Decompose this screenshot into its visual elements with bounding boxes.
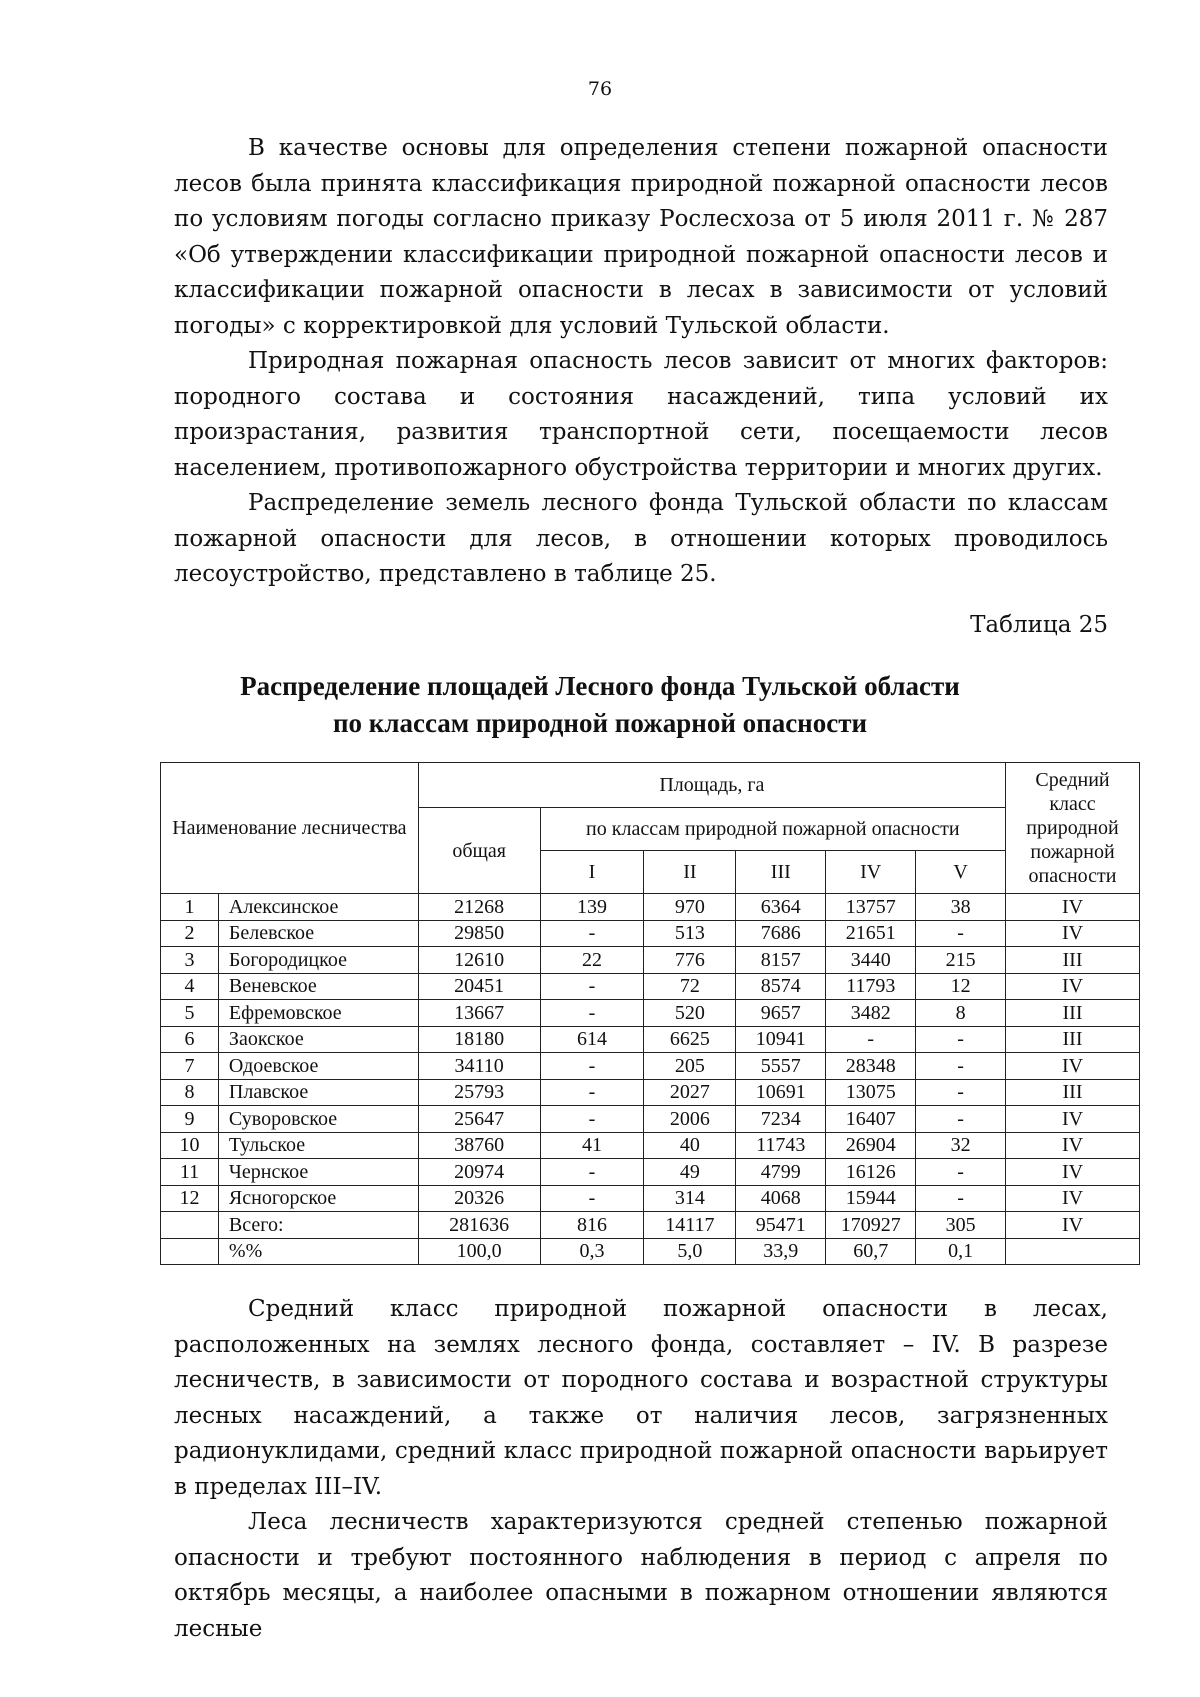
table-cell-c4: 15944 xyxy=(826,1185,916,1212)
table-cell-c5: - xyxy=(916,920,1006,947)
table-cell-c1: - xyxy=(540,973,644,1000)
page-number: 76 xyxy=(587,78,613,100)
table-cell-avg: IV xyxy=(1006,1159,1140,1186)
table-cell-c2: 6625 xyxy=(644,1026,736,1053)
table-label: Таблица 25 xyxy=(970,612,1108,638)
table-cell-n: 6 xyxy=(161,1026,219,1053)
header-class-ii: II xyxy=(644,851,736,894)
table-cell-total: 12610 xyxy=(418,947,540,974)
table-cell-total: 25647 xyxy=(418,1106,540,1133)
table-row xyxy=(161,1159,1140,1186)
table-cell-total: 20326 xyxy=(418,1185,540,1212)
table-cell-n: 11 xyxy=(161,1159,219,1186)
table-cell-c2: 520 xyxy=(644,1000,736,1027)
table-cell-n: 10 xyxy=(161,1132,219,1159)
table-row xyxy=(161,1079,1140,1106)
table-cell-c1: - xyxy=(540,1159,644,1186)
table-cell-name: Алексинское xyxy=(218,894,418,921)
table-cell-total: 20451 xyxy=(418,973,540,1000)
table-cell-c5: 8 xyxy=(916,1000,1006,1027)
table-cell-c5: 305 xyxy=(916,1212,1006,1239)
table-cell-total: 13667 xyxy=(418,1000,540,1027)
table-cell-c1: - xyxy=(540,1000,644,1027)
paragraph: Леса лесничеств характеризуются средней степенью пожарной опасности и требуют постоянного наблюдения в период с апреля по октябрь месяцы, а наиболее опасными в пожарном отношении являются лесные xyxy=(174,1509,1108,1642)
table-cell-c4: 16126 xyxy=(826,1159,916,1186)
conclusion-text xyxy=(174,1292,1108,1647)
table-row xyxy=(161,1000,1140,1027)
table-row xyxy=(161,947,1140,974)
table-cell-total: 281636 xyxy=(418,1212,540,1239)
table-cell-c1: - xyxy=(540,1106,644,1133)
table-row xyxy=(161,973,1140,1000)
table-cell-n: 9 xyxy=(161,1106,219,1133)
header-class-v: V xyxy=(916,851,1006,894)
table-cell-c3: 33,9 xyxy=(736,1238,826,1265)
table-cell-c5: 0,1 xyxy=(916,1238,1006,1265)
table-cell-c5: - xyxy=(916,1185,1006,1212)
table-cell-c4: 13757 xyxy=(826,894,916,921)
table-cell-n: 1 xyxy=(161,894,219,921)
table-cell-n xyxy=(161,1212,219,1239)
table-cell-avg: IV xyxy=(1006,1106,1140,1133)
table-cell-c1: - xyxy=(540,920,644,947)
intro-text xyxy=(174,131,1108,593)
table-cell-c4: - xyxy=(826,1026,916,1053)
table-cell-name: Богородицкое xyxy=(218,947,418,974)
table-cell-c2: 2006 xyxy=(644,1106,736,1133)
table-cell-c5: - xyxy=(916,1026,1006,1053)
table-cell-c4: 13075 xyxy=(826,1079,916,1106)
table-cell-avg: III xyxy=(1006,947,1140,974)
table-cell-name: Ясногорское xyxy=(218,1185,418,1212)
table-cell-total: 20974 xyxy=(418,1159,540,1186)
table-cell-c4: 60,7 xyxy=(826,1238,916,1265)
table-cell-name: Белевское xyxy=(218,920,418,947)
table-cell-c2: 314 xyxy=(644,1185,736,1212)
table-row xyxy=(161,1185,1140,1212)
table-cell-avg: IV xyxy=(1006,1132,1140,1159)
table-cell-avg: IV xyxy=(1006,973,1140,1000)
header-avg-class: Средний класс природной пожарной опасности xyxy=(1006,763,1140,894)
table-cell-c5: 12 xyxy=(916,973,1006,1000)
table-cell-c5: - xyxy=(916,1106,1006,1133)
table-cell-name: Чернское xyxy=(218,1159,418,1186)
table-cell-c2: 72 xyxy=(644,973,736,1000)
table-cell-total: 21268 xyxy=(418,894,540,921)
table-cell-c3: 7686 xyxy=(736,920,826,947)
table-cell-total: 25793 xyxy=(418,1079,540,1106)
table-cell-c3: 4068 xyxy=(736,1185,826,1212)
table-cell-c3: 11743 xyxy=(736,1132,826,1159)
table-cell-c1: - xyxy=(540,1185,644,1212)
table-cell-total: 18180 xyxy=(418,1026,540,1053)
table-cell-c1: 0,3 xyxy=(540,1238,644,1265)
table-cell-c4: 28348 xyxy=(826,1053,916,1080)
table-cell-c3: 7234 xyxy=(736,1106,826,1133)
table-title xyxy=(0,668,1200,742)
header-class-iv: IV xyxy=(826,851,916,894)
paragraph: Природная пожарная опасность лесов зависит от многих факторов: породного состава и состояния насаждений, типа условий их произрастания, развития транспортной сети, посещаемости лесов населением, противопожарного обустройства территории и многих других. xyxy=(174,348,1108,481)
table-cell-n: 2 xyxy=(161,920,219,947)
table-cell-c3: 8574 xyxy=(736,973,826,1000)
table-cell-c1: - xyxy=(540,1079,644,1106)
table-cell-c5: - xyxy=(916,1053,1006,1080)
header-total: общая xyxy=(418,808,540,894)
table-cell-name: Одоевское xyxy=(218,1053,418,1080)
table-cell-avg: IV xyxy=(1006,920,1140,947)
table-cell-total: 38760 xyxy=(418,1132,540,1159)
table-cell-n: 3 xyxy=(161,947,219,974)
table-cell-n: 4 xyxy=(161,973,219,1000)
table-cell-c4: 16407 xyxy=(826,1106,916,1133)
table-row xyxy=(161,1053,1140,1080)
table-cell-c1: 816 xyxy=(540,1212,644,1239)
table-cell-c3: 6364 xyxy=(736,894,826,921)
table-cell-n: 7 xyxy=(161,1053,219,1080)
table-cell-name: Веневское xyxy=(218,973,418,1000)
header-class-i: I xyxy=(540,851,644,894)
table-cell-name: Суворовское xyxy=(218,1106,418,1133)
table-cell-c3: 10691 xyxy=(736,1079,826,1106)
table-cell-c3: 10941 xyxy=(736,1026,826,1053)
table-cell-avg: IV xyxy=(1006,894,1140,921)
table-cell-c5: 215 xyxy=(916,947,1006,974)
table-cell-c4: 21651 xyxy=(826,920,916,947)
table-row xyxy=(161,920,1140,947)
table-cell-n: 5 xyxy=(161,1000,219,1027)
fire-danger-table xyxy=(160,762,1140,1265)
table-cell-avg xyxy=(1006,1238,1140,1265)
table-cell-c1: 614 xyxy=(540,1026,644,1053)
table-cell-avg: IV xyxy=(1006,1053,1140,1080)
table-cell-avg: III xyxy=(1006,1079,1140,1106)
table-cell-name: Всего: xyxy=(218,1212,418,1239)
table-cell-c4: 3482 xyxy=(826,1000,916,1027)
table-cell-name: Ефремовское xyxy=(218,1000,418,1027)
table-cell-c3: 9657 xyxy=(736,1000,826,1027)
table-cell-c2: 970 xyxy=(644,894,736,921)
table-cell-n xyxy=(161,1238,219,1265)
table-cell-c4: 170927 xyxy=(826,1212,916,1239)
table-cell-c1: 41 xyxy=(540,1132,644,1159)
table-cell-c5: - xyxy=(916,1079,1006,1106)
table-cell-c2: 205 xyxy=(644,1053,736,1080)
table-title-line: Распределение площадей Лесного фонда Тульской области xyxy=(240,671,960,701)
table-cell-c5: 32 xyxy=(916,1132,1006,1159)
table-cell-avg: III xyxy=(1006,1000,1140,1027)
table-cell-avg: III xyxy=(1006,1026,1140,1053)
table-row xyxy=(161,1026,1140,1053)
table-cell-c1: - xyxy=(540,1053,644,1080)
paragraph: В качестве основы для определения степени пожарной опасности лесов была принята классификация природной пожарной опасности лесов по условиям погоды согласно приказу Рослесхоза от 5 июля 2011 г. № 287 «Об утверждении классификации природной пожарной опасности лесов и классификации пожарной опасности в лесах в зависимости от условий погоды» с корректировкой для условий Тульской области. xyxy=(174,135,1108,339)
table-cell-c5: - xyxy=(916,1159,1006,1186)
table-row xyxy=(161,894,1140,921)
table-cell-c2: 14117 xyxy=(644,1212,736,1239)
table-cell-c1: 139 xyxy=(540,894,644,921)
table-cell-avg: IV xyxy=(1006,1185,1140,1212)
table-cell-total: 29850 xyxy=(418,920,540,947)
table-cell-c1: 22 xyxy=(540,947,644,974)
table-cell-c3: 95471 xyxy=(736,1212,826,1239)
table-cell-n: 8 xyxy=(161,1079,219,1106)
table-cell-n: 12 xyxy=(161,1185,219,1212)
table-row xyxy=(161,1106,1140,1133)
table-cell-c4: 3440 xyxy=(826,947,916,974)
paragraph: Распределение земель лесного фонда Тульской области по классам пожарной опасности для лесов, в отношении которых проводилось лесоустройство, представлено в таблице 25. xyxy=(174,490,1108,587)
table-cell-c3: 4799 xyxy=(736,1159,826,1186)
table-cell-c4: 26904 xyxy=(826,1132,916,1159)
table-row xyxy=(161,1212,1140,1239)
table-cell-c5: 38 xyxy=(916,894,1006,921)
table-cell-c2: 513 xyxy=(644,920,736,947)
table-row xyxy=(161,1238,1140,1265)
table-cell-c3: 8157 xyxy=(736,947,826,974)
table-cell-c4: 11793 xyxy=(826,973,916,1000)
table-cell-c2: 49 xyxy=(644,1159,736,1186)
table-cell-name: Плавское xyxy=(218,1079,418,1106)
table-cell-c2: 5,0 xyxy=(644,1238,736,1265)
table-cell-name: %% xyxy=(218,1238,418,1265)
table-cell-total: 100,0 xyxy=(418,1238,540,1265)
paragraph: Средний класс природной пожарной опасности в лесах, расположенных на землях лесного фонда, составляет – IV. В разрезе лесничеств, в зависимости от породного состава и возрастной структуры лесных насаждений, а также от наличия лесов, загрязненных радионуклидами, средний класс природной пожарной опасности варьирует в пределах III–IV. xyxy=(174,1296,1108,1500)
header-area: Площадь, га xyxy=(418,763,1005,808)
table-cell-c2: 776 xyxy=(644,947,736,974)
header-by-class: по классам природной пожарной опасности xyxy=(540,808,1005,851)
header-class-iii: III xyxy=(736,851,826,894)
table-cell-name: Заокское xyxy=(218,1026,418,1053)
table-title-line: по классам природной пожарной опасности xyxy=(332,708,868,738)
table-cell-c2: 40 xyxy=(644,1132,736,1159)
table-cell-c2: 2027 xyxy=(644,1079,736,1106)
table-cell-total: 34110 xyxy=(418,1053,540,1080)
header-name: Наименование лесничества xyxy=(161,763,419,894)
table-cell-avg: IV xyxy=(1006,1212,1140,1239)
table-cell-c3: 5557 xyxy=(736,1053,826,1080)
table-cell-name: Тульское xyxy=(218,1132,418,1159)
table-row xyxy=(161,1132,1140,1159)
